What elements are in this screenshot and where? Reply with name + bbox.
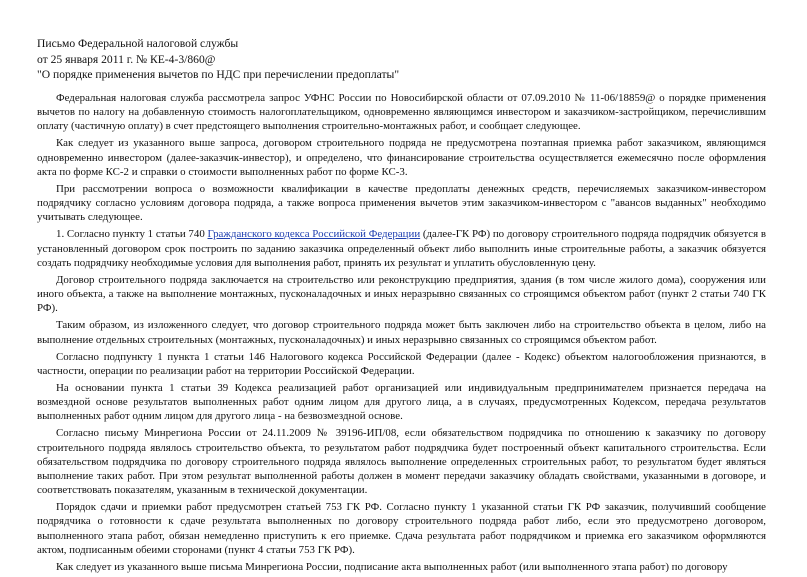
paragraph: Согласно письму Минрегиона России от 24.11.2009 № 39196-ИП/08, если обязательством подрядчика по отношению к заказчику по договору строительного подряда являлось строительство объекта, то результатом работ подрядчика будет построенный объект капитального строительства. Если обязательством подрядчика по договору строительного подряда являлось выполнение определенных строительных работ, то результатом будет являться выполнение таких работ. При этом результат выполненной работы должен в момент передачи заказчику обладать свойствами, указанными в договоре, и соответствовать показателям, указанным в технической документации. xyxy=(37,427,766,497)
paragraph: При рассмотрении вопроса о возможности квалификации в качестве предоплаты денежных средств, перечисляемых заказчиком-инвестором подрядчику согласно условиям договора подряда, а также вопроса применения вычетов этим заказчиком-инвестором с "авансов выданных" необходимо учитывать следующее. xyxy=(37,182,766,224)
paragraph: Согласно подпункту 1 пункта 1 статьи 146 Налогового кодекса Российской Федерации (далее - Кодекс) объектом налогообложения признаются, в частности, операции по реализации работ на территории Российской Федерации. xyxy=(37,350,766,377)
paragraph: Порядок сдачи и приемки работ предусмотрен статьей 753 ГК РФ. Согласно пункту 1 указанной статьи ГК РФ заказчик, получивший сообщение подрядчика о готовности к сдаче результата выполненных по договору строительного подряда работ либо, если это предусмотрено договором, выполненного этапа работ, обязан немедленно приступить к его приемке. Сдача результата работ подрядчиком и приемка его заказчиком оформляются актом, подписанным обеими сторонами (пункт 4 статьи 753 ГК РФ). xyxy=(37,501,766,556)
civil-code-link[interactable]: Гражданского кодекса Российской Федерации xyxy=(207,228,421,241)
paragraph: Как следует из указанного выше запроса, договором строительного подряда не предусмотрена поэтапная приемка работ заказчиком, являющимся одновременно инвестором (далее-заказчик-инвестор), и определено, что финансирование строительства осуществляется ежемесячно после оформления акта по форме КС-2 и справки о стоимости выполненных работ по форме КС-3. xyxy=(37,137,766,178)
paragraph: Федеральная налоговая служба рассмотрела запрос УФНС России по Новосибирской области от 07.09.2010 № 11-06/18859@ о порядке применения вычетов по налогу на добавленную стоимость налогоплательщиком, одновременно являющимся инвестором и заказчиком-застройщиком, перечислившим оплату (частичную оплату) в счет предстоящего выполнения строительно-монтажных работ, и сообщает следующее. xyxy=(37,92,766,133)
paragraph-text: (далее-ГК РФ) по договору строительного подряда подрядчик обязуется в установленный договором срок построить по заданию заказчика определенный объект либо выполнить иные строительные работы, а заказчик обязуется создать подрядчику необходимые условия для выполнения работ, принять их результат и уплатить обусловленную цену. xyxy=(37,228,766,269)
paragraph: Как следует из указанного выше письма Минрегиона России, подписание акта выполненных работ (или выполненного этапа работ) по договору xyxy=(56,560,728,573)
paragraph-with-link xyxy=(37,227,766,269)
paragraph: Договор строительного подряда заключается на строительство или реконструкцию предприятия, здания (в том числе жилого дома), сооружения или иного объекта, а также на выполнение монтажных, пусконаладочных и иных неразрывно связанных со строящимся объектом работ (пункт 2 статьи 740 ГК РФ). xyxy=(37,273,766,315)
paragraph: На основании пункта 1 статьи 39 Кодекса реализацией работ организацией или индивидуальным предпринимателем признается передача на возмездной основе результатов выполненных работ одним лицом для другого лица, а в случаях, предусмотренных Кодексом, передача результатов выполненных работ одним лицом для другого лица - на безвозмездной основе. xyxy=(37,381,766,423)
document-body xyxy=(37,91,766,577)
header-line-date-number: от 25 января 2011 г. № КЕ-4-3/860@ xyxy=(37,52,216,66)
paragraph-text: 1. Согласно пункту 1 статьи 740 xyxy=(56,228,208,241)
header-line-issuer: Письмо Федеральной налоговой службы xyxy=(37,37,239,50)
document-header xyxy=(37,36,399,83)
paragraph: Таким образом, из изложенного следует, что договор строительного подряда может быть заключен либо на строительство объекта в целом, либо на выполнение отдельных строительных (монтажных, пусконаладочных) и иных неразрывно связанных со строящимся объектом работ. xyxy=(37,319,766,346)
header-line-title: "О порядке применения вычетов по НДС при перечислении предоплаты" xyxy=(37,68,400,81)
